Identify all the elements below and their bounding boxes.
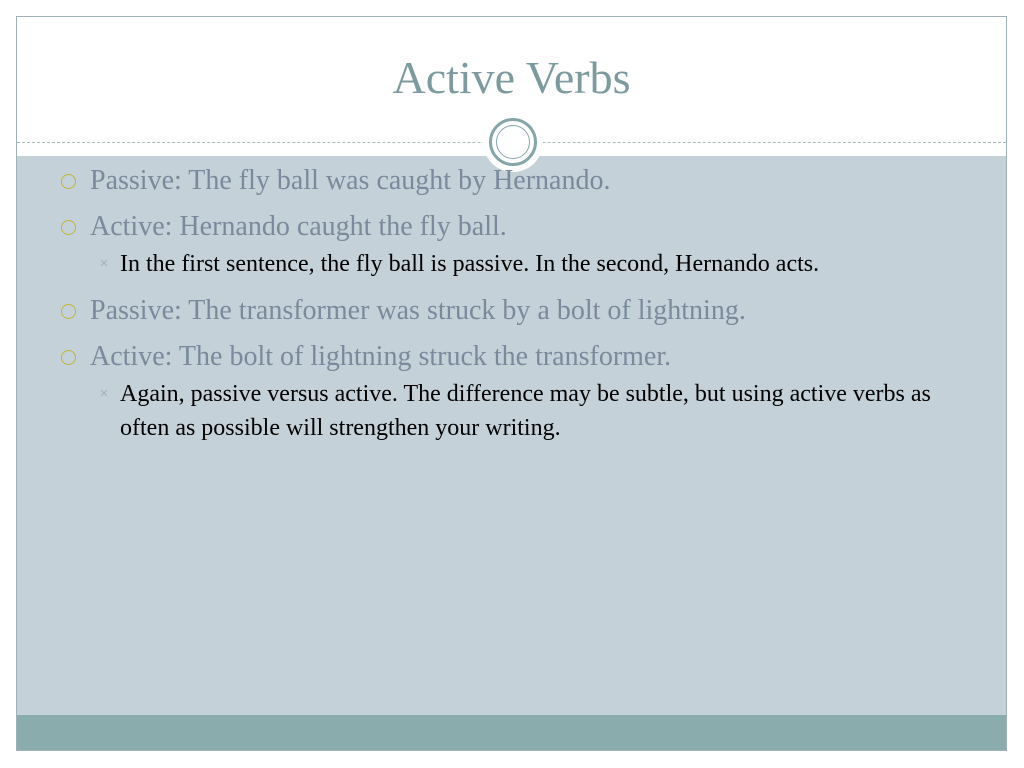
hollow-circle-bullet-icon <box>61 304 76 319</box>
sub-bullet-text: In the first sentence, the fly ball is passive. In the second, Hernando acts. <box>120 251 820 277</box>
bottom-band <box>17 715 1006 750</box>
bullet-list <box>58 163 978 457</box>
bullet-text: Active: Hernando caught the fly ball. <box>90 211 507 242</box>
ornament-inner-ring <box>496 125 530 159</box>
bullet-text: Passive: The transformer was struck by a bolt of lightning. <box>90 295 746 326</box>
hollow-circle-bullet-icon <box>61 350 76 365</box>
x-bullet-icon: ✕ <box>99 257 109 270</box>
bullet-item <box>58 209 978 245</box>
bullet-text: Active: The bolt of lightning struck the transformer. <box>90 341 672 372</box>
slide-title: Active Verbs <box>392 52 631 103</box>
bullet-item <box>58 339 978 375</box>
sub-bullet-item <box>58 377 978 445</box>
ornament-outer-ring <box>489 118 537 166</box>
x-bullet-icon: ✕ <box>99 387 109 400</box>
bullet-item <box>58 293 978 329</box>
hollow-circle-bullet-icon <box>61 174 76 189</box>
bullet-item <box>58 163 978 199</box>
sub-bullet-item <box>58 247 978 281</box>
hollow-circle-bullet-icon <box>61 220 76 235</box>
bullet-text: Passive: The fly ball was caught by Hernando. <box>90 165 611 196</box>
sub-bullet-text: Again, passive versus active. The difference may be subtle, but using active verbs as often as possible will strengthen your writing. <box>120 381 931 441</box>
